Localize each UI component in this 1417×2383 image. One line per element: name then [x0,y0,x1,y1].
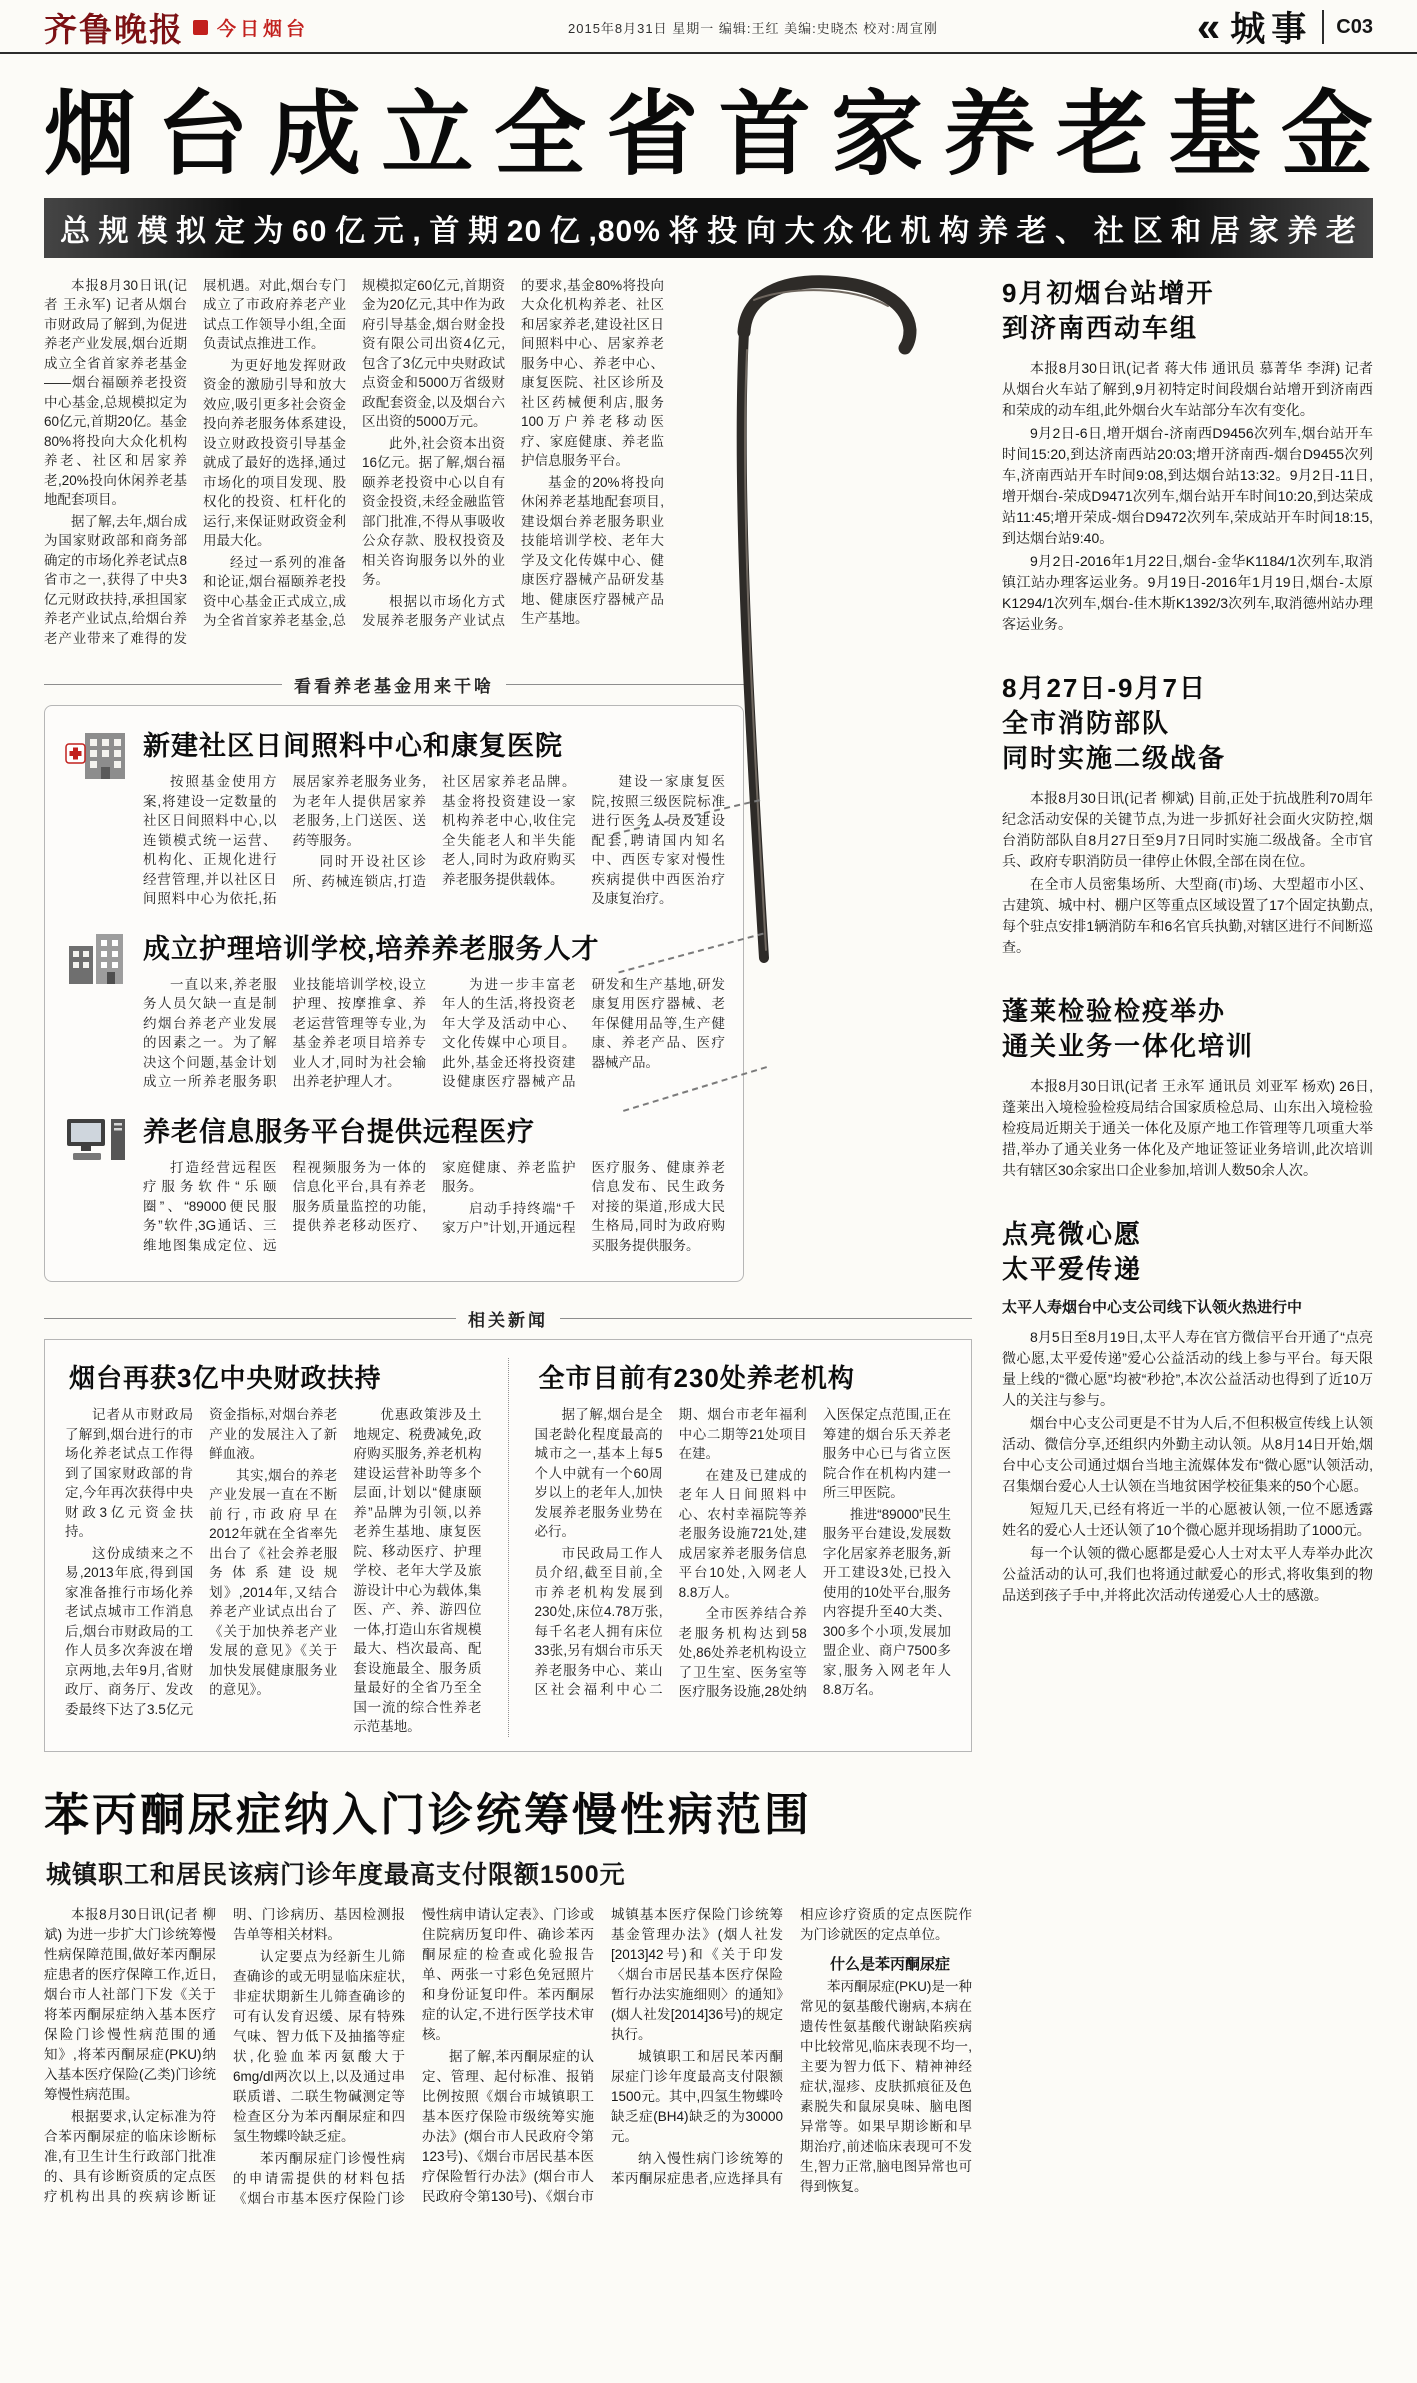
lead-body [44,276,664,649]
paragraph: 打造经营远程医疗服务软件“乐颐圈”、“89000便民服务”软件,3G通话、三维地图集成定位、远程视频服务为一体的信息化平台,具有养老服务质量监控的功能,提供养老移动医疗、家庭健康、养老监护服务。 [143,1159,576,1253]
pku-body [44,1905,972,2209]
paragraph: 为进一步丰富老年人的生活,将投资老年大学及活动中心、文化传媒中心项目。此外,基金还将投资建设健康医疗器械产品研发和生产基地,研发康复用医疗器械、老年保健用品等,生产健康、养老产品、医疗器械产品。 [442,976,725,1090]
fund-usage-box [44,705,744,1282]
lead-paragraph: 经过一系列的准备和论证,烟台福颐养老投资中心基金正式成立,成为全省首家养老基金,总规模拟定60亿元,首期资金为20亿元,其中作为政府引导基金,烟台财金投资有限公司出资4亿元,包含了3亿元中央财政试点资金和5000万省级财政配套资金,以及烟台六区出资的5000万元。 [203,277,505,629]
related-article-body [535,1405,952,1702]
sidebar-article-title [1002,1217,1373,1287]
masthead-left [44,4,309,51]
lead-deck: 总规模拟定为60亿元,首期20亿,80%将投向大众化机构养老、社区和居家养老 [44,198,1373,258]
paragraph: 按照基金使用方案,将建设一定数量的社区日间照料中心,以连锁模式统一运营、机构化、正规化进行经营管理,并以社区日间照料中心为依托,拓展居家养老服务业务,为老年人提供居家养老服务,上门送医、送药等服务。 [143,774,426,907]
title-line: 全市消防部队 [1002,707,1171,738]
fund-kicker [44,672,744,697]
fund-item-body [143,975,725,1092]
paragraph: 每一个认领的微心愿都是爱心人士对太平人寿举办此次公益活动的认可,我们也将通过献爱心的形式,将收集到的物品送到孩子手中,并将此次活动传递爱心人士的感激。 [1002,1544,1373,1603]
title-line: 8月27日-9月7日 [1002,672,1207,703]
related-kicker-label: 相关新闻 [468,1311,548,1331]
kicker-rule [44,1318,456,1319]
paragraph: 烟台中心支公司更是不甘为人后,不但积极宣传线上认领活动、微信分享,还组织内外勤主动认领。从8月14日开始,烟台中心支公司通过烟台当地主流媒体发布“微心愿”认领活动,召集烟台爱心人士认领在当地贫困学校征集来的50个心愿。 [1002,1414,1373,1494]
fund-kicker-label: 看看养老基金用来干啥 [294,677,494,697]
sidebar-article-trains [1002,276,1373,635]
paragraph: 根据要求,认定标准为符合苯丙酮尿症的临床诊断标准,有卫生计生行政部门批准的、具有诊断资质的定点医疗机构出具的疾病诊断证明、门诊病历、基因检测报告单等相关材料。 [44,1906,405,2204]
paragraph: 优惠政策涉及土地规定、税费减免,政府购买服务,养老机构建设运营补助等多个层面,计划以“健康颐养”品牌为引领,以养老养生基地、康复医院、移动医疗、护理学校、老年大学及旅游设计中心为载体,集医、产、养、游四位一体,打造山东省规模最大、档次最高、配套设施最全、服务质量最好的全省乃至全国一流的综合性养老示范基地。 [353,1407,482,1735]
sidebar-article-title [1002,276,1373,346]
masthead [0,0,1417,54]
paragraph: 纳入慢性病门诊统筹的苯丙酮尿症患者,应选择具有相应诊疗资质的定点医院作为门诊就医的定点单位。 [611,1906,972,2186]
paragraph: 建设一家康复医院,按照三级医院标准进行医务人员及建设配套,聘请国内知名中、西医专家对慢性疾病提供中西医治疗及康复治疗。 [591,774,725,907]
sidebar-article-fire-brigade [1002,671,1373,958]
title-line: 蓬莱检验检疫举办 [1002,996,1227,1027]
title-line: 9月初烟台站增开 [1002,277,1215,308]
section-chevron-icon: « [1196,3,1221,50]
sidebar [1002,276,1373,2209]
paragraph: 9月2日-6日,增开烟台-济南西D9456次列车,烟台站开车时间15:20,到达济南西站20:03;增开济南西-烟台D9455次列车,济南西站开车时间9:08,到达烟台站13:32。9月2日-11日,增开烟台-荣成D9471次列车,烟台站开车时间10:20,到达荣成站11:45;增开荣成-烟台D9472次列车,荣成站开车时间18:15,到达烟台站9:40。 [1002,424,1373,546]
title-line: 太平爱传递 [1002,1254,1143,1285]
sidebar-article-inspection-training [1002,994,1373,1181]
masthead-right [1197,2,1373,52]
paragraph: 本报8月30日讯(记者 柳斌) 为进一步扩大门诊统筹慢性病保障范围,做好苯丙酮尿症患者的医疗保障工作,近日,烟台市人社部门下发《关于将苯丙酮尿症纳入基本医疗保险门诊慢性病范围的通知》,将苯丙酮尿症(PKU)纳入基本医疗保险(乙类)门诊统筹慢性病范围。 [44,1906,216,2102]
paragraph: 据了解,苯丙酮尿症的认定、管理、起付标准、报销比例按照《烟台市城镇职工基本医疗保险市级统筹实施办法》(烟台市人民政府令第123号)、《烟台市居民基本医疗保险暂行办法》(烟台市人民政府令第130号)、《烟台市城镇基本医疗保险门诊统筹基金管理办法》(烟人社发[2013]42号)和《关于印发〈烟台市居民基本医疗保险暂行办法实施细则〉的通知》(烟人社发[2014]36号)的规定执行。 [422,1906,783,2204]
related-kicker [44,1306,972,1331]
edition-label: 今日烟台 [217,18,310,40]
paragraph: 启动手持终端“千家万户”计划,开通远程医疗服务、健康养老信息发布、民生政务对接的渠道,形成大民生格局,同时为政府购买服务提供服务。 [442,1159,725,1253]
paragraph: 其实,烟台的养老产业发展一直在不断前行,市政府早在2012年就在全省率先出台了《社会养老服务体系建设规划》,2014年,又结合养老产业试点出台了《关于加快养老产业发展的意见》《关于加快发展健康服务业的意见》。 [209,1467,338,1698]
fund-item-title: 养老信息服务平台提供远程医疗 [143,1116,535,1147]
paragraph: 短短几天,已经有将近一半的心愿被认领,一位不愿透露姓名的爱心人士还认领了10个微心愿并现场捐助了1000元。 [1002,1500,1373,1538]
paragraph: 本报8月30日讯(记者 蒋大伟 通讯员 慕菁华 李湃) 记者从烟台火车站了解到,9月初特定时间段烟台站增开到济南西和荣成的动车组,此外烟台火车站部分车次有变化。 [1002,359,1373,418]
paragraph: 认定要点为经新生儿筛查确诊的或无明显临床症状,非症状期新生儿筛查确诊的可有认发育迟缓、尿有特殊气味、智力低下及抽搐等症状,化验血苯丙氨酸大于6mg/dl两次以上,以及通过串联质谱、二联生物碱测定等检查区分为苯丙酮尿症和四氢生物蝶呤缺乏症。 [233,1948,405,2144]
paragraph: 市民政局工作人员介绍,截至目前,全市养老机构发展到230处,床位4.78万张,每千名老人拥有床位33张,另有烟台市乐天养老服务中心、莱山区社会福利中心二期、烟台市老年福利中心二期等21处项目在建。 [534,1407,807,1698]
buildings-icon [63,927,129,1092]
related-news-box [44,1339,972,1752]
sidebar-article-micro-wish [1002,1217,1373,1605]
kicker-rule [506,684,744,685]
sidebar-article-subtitle: 太平人寿烟台中心支公司线下认领火热进行中 [1002,1298,1303,1316]
paragraph: 苯丙酮尿症(PKU)是一种常见的氨基酸代谢病,本病在遗传性氨基酸代谢缺陷疾病中比较常见,临床表现不均一,主要为智力低下、精神神经症状,湿疹、皮肤抓痕征及色素脱失和鼠尿臭味、脑电图异常等。如果早期诊断和早期治疗,前述临床表现可不发生,智力正常,脑电图异常也可得到恢复。 [800,1978,972,2194]
lead-paragraph: 根据以市场化方式发展养老服务产业试点的要求,基金80%将投向大众化机构养老、社区和居家养老,建设社区日间照料中心、居家养老服务中心、养老中心、康复医院、社区诊所及社区药械便利店,服务100万户养老移动医疗、家庭健康、养老监护信息服务平台。 [362,277,664,629]
hospital-icon [63,724,129,909]
related-article-body [65,1405,482,1737]
paragraph: 全市医养结合养老服务机构达到58处,86处养老机构设立了卫生室、医务室等医疗服务设施,28处纳入医保定点范围,正在筹建的烟台乐天养老服务中心已与省立医院合作在机构内建一所三甲医院。 [678,1407,951,1700]
fund-item-info-platform [63,1110,725,1256]
pku-deck: 城镇职工和居民该病门诊年度最高支付限额1500元 [46,1860,626,1889]
computer-icon [63,1110,129,1256]
paragraph: 据了解,烟台是全国老龄化程度最高的城市之一,基本上每5个人中就有一个60周岁以上的老年人,加快发展养老服务业势在必行。 [534,1407,663,1540]
lead-paragraph: 为更好地发挥财政资金的激励引导和放大效应,吸引更多社会资金投向养老服务体系建设,设立财政投资引导基金就成了最好的选择,通过市场化的项目发现、股权化的投资、杠杆化的运行,来保证财政资金利用最大化。 [203,357,346,549]
sidebar-article-body [1002,788,1373,958]
lead-paragraph: 据了解,去年,烟台成为国家财政部和商务部确定的市场化养老试点8省市之一,获得了中央3亿元财政扶持,承担国家养老产业试点,给烟台养老产业带来了难得的发展机遇。对此,烟台专门成立了市政府养老产业试点工作领导小组,全面负责试点推进工作。 [44,277,346,646]
lead-paragraph: 基金的20%将投向休闲养老基地配套项目,建设烟台养老服务职业技能培训学校、老年大学及文化传媒中心、健康医疗器械产品研发基地、健康医疗器械产品生产基地。 [521,474,664,627]
page-number: C03 [1322,10,1373,44]
fund-item-body [143,772,725,909]
kicker-rule [44,684,282,685]
sidebar-article-title [1002,994,1373,1064]
related-article-funding [65,1358,482,1737]
title-line: 到济南西动车组 [1002,312,1199,343]
fund-item-title: 成立护理培训学校,培养养老服务人才 [143,933,600,964]
pku-headline: 苯丙酮尿症纳入门诊统筹慢性病范围 [44,1788,813,1840]
paragraph: 记者从市财政局了解到,烟台进行的市场化养老试点工作得到了国家财政部的肯定,今年再次获得中央财政3亿元资金扶持。 [65,1407,194,1540]
fund-item-training-school [63,927,725,1092]
lead-paragraph: 本报8月30日讯(记者 王永军) 记者从烟台市财政局了解到,为促进养老产业发展,烟台近期成立全省首家养老基金——烟台福颐养老投资中心基金,总规模拟定为60亿元,首期20亿。基金80%将投向大众化机构养老、社区和居家养老,20%投向休闲养老基地配套项目。 [44,277,187,508]
sidebar-article-title [1002,671,1373,776]
fund-item-body [143,1158,725,1256]
paragraph: 本报8月30日讯(记者 王永军 通讯员 刘亚军 杨欢) 26日,蓬莱出入境检验检疫局结合国家质检总局、山东出入境检验检疫局近期关于通关一体化及原产地工作管理等几项重大举措,举办了通关业务一体化及产地证签证业务培训,此次培训共有辖区30余家出口企业参加,培训人数50余人次。 [1002,1078,1373,1179]
main-column [44,276,972,2209]
paper-logo: 齐鲁晚报 [44,12,184,49]
paragraph: 推进“89000”民生服务平台建设,发展数字化居家养老服务,新开工建设3处,已投入使用的10处平台,服务内容提升至40大类、300多个小项,发展加盟企业、商户7500多家,服务入网老年人8.8万名。 [822,1506,951,1698]
dateline: 2015年8月31日 星期一 编辑:王红 美编:史晓杰 校对:周宣刚 [568,20,938,36]
kicker-rule [560,1318,972,1319]
fund-item-title: 新建社区日间照料中心和康复医院 [143,731,563,762]
paragraph: 本报8月30日讯(记者 柳斌) 目前,正处于抗战胜利70周年纪念活动安保的关键节点,为进一步抓好社会面火灾防控,烟台消防部队自8月27日至9月7日同时实施二级战备。全市官兵、政府专职消防员一律停止休假,全部在岗在位。 [1002,790,1373,870]
paragraph: 同时开设社区诊所、药械连锁店,打造社区居家养老品牌。基金将投资建设一家机构养老中心,收住完全失能老人和半失能老人,同时为政府购买养老服务提供载体。 [292,774,576,889]
sidebar-article-body [1002,358,1373,635]
title-line: 点亮微心愿 [1002,1219,1143,1250]
sidebar-article-body [1002,1327,1373,1606]
paragraph: 9月2日-2016年1月22日,烟台-金华K1184/1次列车,取消镇江站办理客运业务。9月19日-2016年1月19日,烟台-太原K1294/1次列车,烟台-佳木斯K1392/3次列车,取消德州站办理客运业务。 [1002,552,1373,632]
paragraph: 8月5日至8月19日,太平人寿在官方微信平台开通了“点亮微心愿,太平爱传递”爱心公益活动的线上参与平台。每天限量上线的“微心愿”均被“秒抢”,本次公益活动也得到了近10万人的关注与参与。 [1002,1328,1373,1408]
lead-headline: 烟台成立全省首家养老基金 [44,84,1373,186]
related-article-institutions [508,1358,952,1737]
paragraph: 城镇职工和居民苯丙酮尿症门诊年度最高支付限额1500元。其中,四氢生物蝶呤缺乏症(BH4)缺乏的为30000元。 [611,2048,783,2144]
title-line: 同时实施二级战备 [1002,743,1227,774]
section-name: 城事 [1230,10,1313,49]
paragraph: 苯丙酮尿症门诊慢性病的申请需提供的材料包括《烟台市基本医疗保险门诊慢性病申请认定表》、门诊或住院病历复印件、确诊苯丙酮尿症的检查或化验报告单、两张一寸彩色免冠照片和身份证复印件。苯丙酮尿症的认定,不进行医学技术审核。 [233,1906,594,2206]
pku-article [44,1778,972,2209]
paragraph: 一直以来,养老服务人员欠缺一直是制约烟台养老产业发展的因素之一。为了解决这个问题,基金计划成立一所养老服务职业技能培训学校,设立护理、按摩推拿、养老运营管理等专业,为基金养老项目培养专业人才,同时为社会输出养老护理人才。 [143,976,426,1090]
lead-paragraph: 此外,社会资本出资16亿元。据了解,烟台福颐养老投资中心以自有资金投资,未经金融监管部门批准,不得从事吸收公众存款、股权投资及相关咨询服务以外的业务。 [362,435,505,588]
paragraph: 在建及已建成的老年人日间照料中心、农村幸福院等养老服务设施721处,建成居家养老服务信息平台10处,入网老人8.8万人。 [678,1467,807,1600]
title-line: 通关业务一体化培训 [1002,1031,1255,1062]
fund-item-care-center [63,724,725,909]
paper-seal-icon [193,20,208,35]
related-article-title: 全市目前有230处养老机构 [538,1363,855,1394]
pku-inline-subhead: 什么是苯丙酮尿症 [830,1955,951,1973]
paragraph: 这份成绩来之不易,2013年底,得到国家准备推行市场化养老试点城市工作消息后,烟台市财政局的工作人员多次奔波在增京两地,去年9月,省财政厅、商务厅、发改委最终下达了3.5亿元资金指标,对烟台养老产业的发展注入了新鲜血液。 [65,1407,338,1717]
sidebar-article-body [1002,1076,1373,1181]
related-article-title: 烟台再获3亿中央财政扶持 [69,1363,382,1394]
paragraph: 在全市人员密集场所、大型商(市)场、大型超市小区、古建筑、城中村、棚户区等重点区域设置了17个固定执勤点,每个驻点安排1辆消防车和6名官兵执勤,对辖区进行不间断巡查。 [1002,876,1373,956]
